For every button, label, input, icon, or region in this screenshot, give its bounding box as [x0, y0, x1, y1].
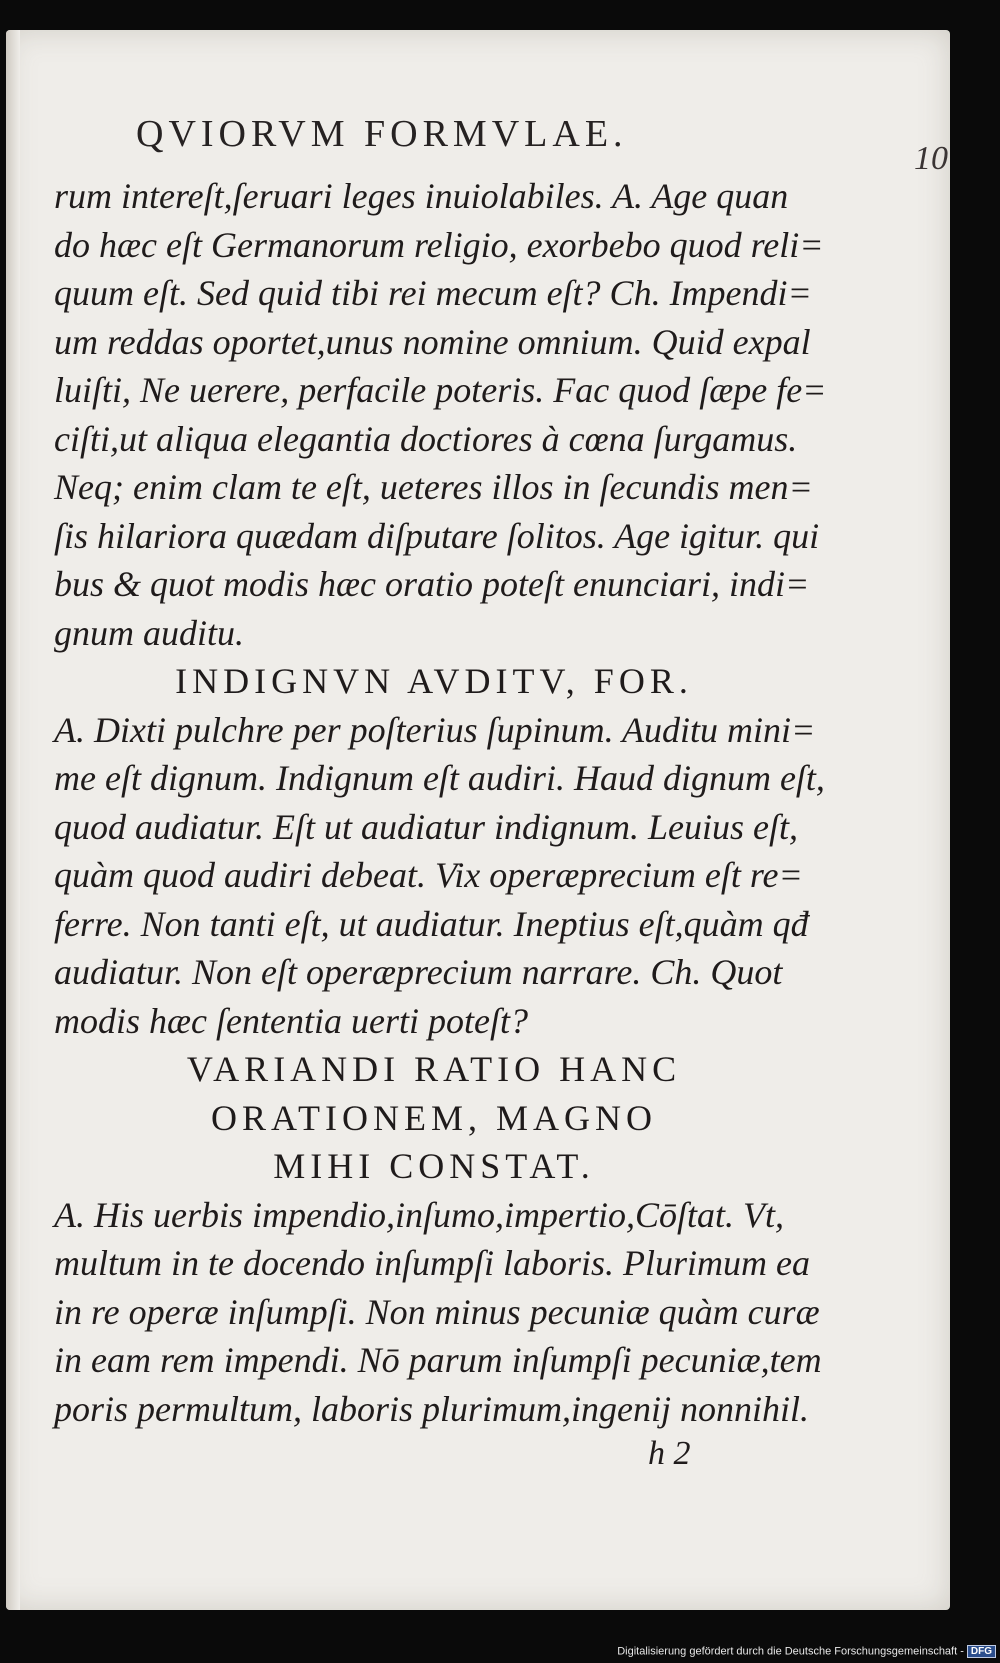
- digitization-credit: [617, 1645, 996, 1658]
- text-line: gnum auditu.: [54, 612, 245, 653]
- text-line: ſis hilariora quædam diſputare ſolitos. Age igitur. qui: [54, 515, 820, 556]
- folio-number: 10: [914, 140, 948, 177]
- book-page: [6, 30, 950, 1610]
- page-spine-shadow: [6, 30, 20, 1610]
- credit-text: Digitalisierung gefördert durch die Deutsche Forschungsgemeinschaft -: [617, 1645, 964, 1658]
- text-block: [54, 172, 854, 1433]
- text-line: audiatur. Non eſt operæprecium narrare. Ch. Quot: [54, 952, 783, 992]
- text-line: A. Dixti pulchre per poſterius ſupinum. Auditu mini=: [54, 709, 816, 750]
- text-line: ciſti,ut aliqua elegantia doctiores à cœna ſurgamus.: [54, 418, 798, 459]
- text-line: Neq; enim clam te eſt, ueteres illos in ſecundis men=: [54, 467, 813, 507]
- text-line: quod audiatur. Eſt ut audiatur indignum. Leuius eſt,: [54, 806, 799, 847]
- text-line: poris permultum, laboris plurimum,ingenij nonnihil.: [54, 1388, 810, 1429]
- text-line: me eſt dignum. Indignum eſt audiri. Haud dignum eſt,: [54, 758, 825, 798]
- text-line: in re operæ inſumpſi. Non minus pecuniæ quàm curæ: [54, 1291, 820, 1332]
- text-line: modis hæc ſententia uerti poteſt?: [54, 1000, 528, 1041]
- section-heading: ORATIONEM, MAGNO: [211, 1097, 657, 1138]
- text-line: um reddas oportet,unus nomine omnium. Quid expal: [54, 321, 811, 362]
- text-line: in eam rem impendi. Nō parum inſumpſi pecuniæ,tem: [54, 1340, 822, 1380]
- text-line: quàm quod audiri debeat. Vix operæprecium eſt re=: [54, 855, 803, 895]
- dfg-logo-icon: DFG: [967, 1645, 996, 1658]
- section-heading: MIHI CONSTAT.: [273, 1146, 595, 1186]
- section-heading: VARIANDI RATIO HANC: [186, 1049, 682, 1089]
- text-line: A. His uerbis impendio,inſumo,impertio,Cōſtat. Vt,: [54, 1194, 784, 1235]
- section-heading: INDIGNVN AVDITV, FOR.: [175, 661, 693, 701]
- signature-mark: h 2: [648, 1435, 691, 1472]
- text-line: do hæc eſt Germanorum religio, exorbebo quod reli=: [54, 224, 824, 265]
- text-line: luiſti, Ne uerere, perfacile poteris. Fac quod ſæpe fe=: [54, 370, 827, 410]
- text-line: rum intereſt,ſeruari leges inuiolabiles. A. Age quan: [54, 176, 789, 216]
- text-line: quum eſt. Sed quid tibi rei mecum eſt? Ch. Impendi=: [54, 273, 812, 313]
- running-head: QVIORVM FORMVLAE.: [136, 113, 628, 155]
- text-line: ferre. Non tanti eſt, ut audiatur. Ineptius eſt,quàm qđ: [54, 903, 809, 944]
- text-line: bus & quot modis hæc oratio poteſt enunciari, indi=: [54, 564, 810, 604]
- text-line: multum in te docendo inſumpſi laboris. Plurimum ea: [54, 1243, 810, 1283]
